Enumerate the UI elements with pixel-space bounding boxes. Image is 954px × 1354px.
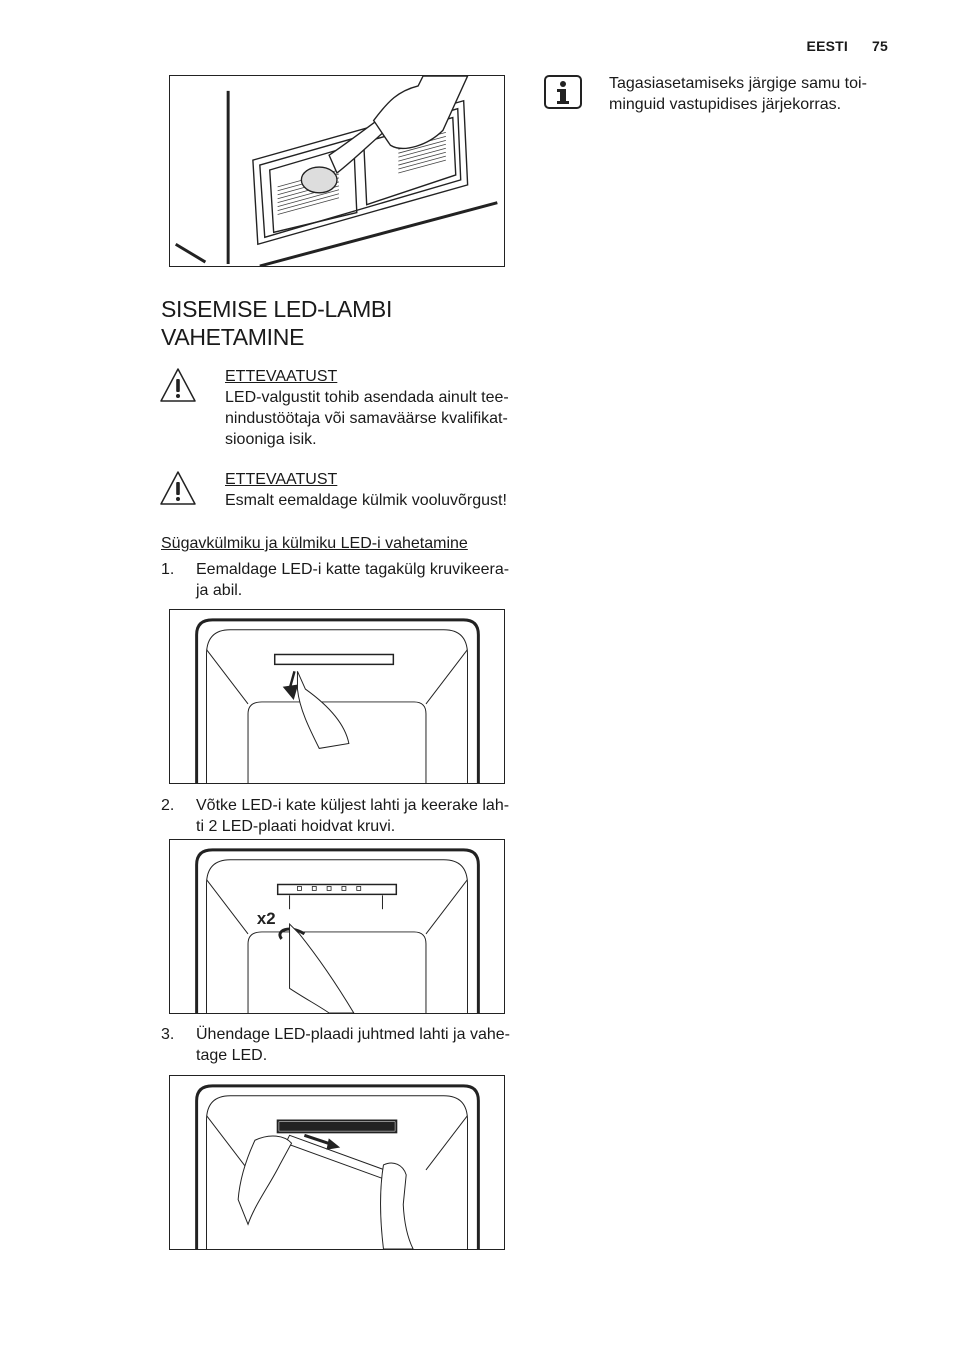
figure-step1 — [169, 609, 505, 784]
warning-text-line: siooniga isik. — [225, 431, 317, 448]
warning-text-line: nindustöötaja või samaväärse kvalifikat- — [225, 410, 508, 427]
page-header — [807, 38, 888, 54]
subheading: Sügavkülmiku ja külmiku LED-i vahetamine — [161, 535, 468, 552]
warning-heading: ETTEVAATUST — [225, 368, 338, 385]
warning-triangle-icon — [159, 470, 197, 506]
warning-block — [225, 469, 525, 511]
warning-icon-wrap — [159, 470, 197, 511]
figure-step3 — [169, 1075, 505, 1250]
step-text-line: tage LED. — [196, 1047, 268, 1064]
step-number: 2. — [161, 797, 175, 814]
warning-triangle-icon — [159, 367, 197, 403]
step-text — [196, 795, 516, 837]
step-text-line: ti 2 LED-plaati hoidvat kruvi. — [196, 818, 396, 835]
step-text-line: Ühendage LED-plaadi juhtmed lahti ja vahe- — [196, 1026, 510, 1043]
step-number: 3. — [161, 1026, 175, 1043]
step-text-line: Võtke LED-i kate küljest lahti ja keerake lah- — [196, 797, 510, 814]
figure2-label: x2 — [256, 909, 276, 929]
info-icon-wrap — [544, 75, 582, 114]
step-text — [196, 559, 516, 601]
step-number: 1. — [161, 561, 175, 578]
warning-text-line: Esmalt eemaldage külmik vooluvõrgust! — [225, 492, 507, 509]
info-note-line: Tagasiasetamiseks järgige samu toi- — [609, 75, 867, 92]
section-title — [161, 295, 392, 351]
step3-illustration — [170, 1076, 504, 1249]
warning-icon-wrap — [159, 367, 197, 408]
section-title-line: SISEMISE LED-LAMBI — [161, 296, 393, 322]
figure-step2 — [169, 839, 505, 1014]
warning-heading: ETTEVAATUST — [225, 471, 338, 488]
page-number: 75 — [872, 38, 888, 54]
step-text-line: ja abil. — [196, 582, 243, 599]
step-text-line: Eemaldage LED-i katte tagakülg kruvikeera- — [196, 561, 510, 578]
figure-cleaning-grille — [169, 75, 505, 267]
warning-text-line: LED-valgustit tohib asendada ainult tee- — [225, 389, 509, 406]
cleaning-illustration — [170, 76, 504, 266]
info-icon — [544, 75, 582, 109]
header-language: EESTI — [806, 38, 849, 54]
warning-block — [225, 366, 525, 450]
step1-illustration — [170, 610, 504, 783]
section-title-line: VAHETAMINE — [161, 324, 305, 350]
info-note-line: minguid vastupidises järjekorras. — [609, 96, 842, 113]
info-note-text — [609, 73, 899, 115]
step2-illustration — [170, 840, 504, 1013]
step-text — [196, 1024, 516, 1066]
